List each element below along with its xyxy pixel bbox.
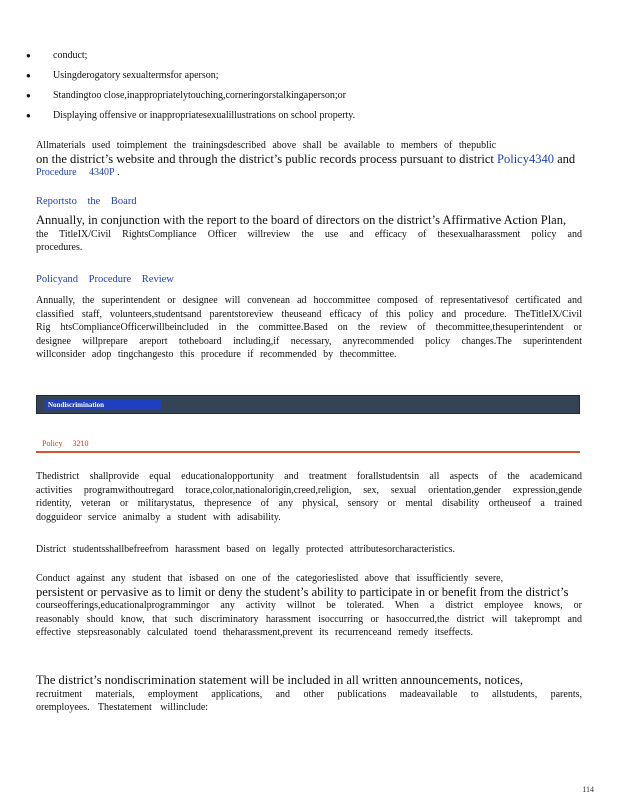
page-number: 114 bbox=[582, 785, 594, 794]
materials-line-1: Allmaterials used toimplement the trainingsdescribed above shall be available to members of thepublic bbox=[36, 140, 497, 151]
section-banner bbox=[36, 395, 580, 414]
behavior-bullet-list bbox=[26, 50, 586, 130]
materials-line-2: on the district’s website and through the district’s public records process pursuant to district Policy4340 and bbox=[36, 151, 576, 166]
review-paragraph: Annually, the superintendent or designee will convenean ad hoccommittee composed of representativesof certificated and classified staff, volunteers,studentsand parentstoreview theuseand efficacy of this policy and procedure. TheTitleIX/Civil Rig htsComplianceOfficerwillbeincluded in the committee.Based on the review of thecommittee,thesuperintendent or designee willprepare areport totheboard including,if necessary, anyrecommended policy changes.The superintendent willconsider adop tingchangesto this procedure if recommended by thecommittee. bbox=[36, 295, 582, 360]
nondiscrimination-statement-paragraph bbox=[36, 674, 582, 715]
harassment-free-paragraph: District studentsshallbefreefrom harassment based on legally protected attributesorcharacteristics. bbox=[36, 544, 455, 555]
reports-rest: the TitleIX/Civil RightsCompliance Officer willreview the use and efficacy of thesexualharassment policy and procedures. bbox=[36, 228, 582, 253]
policy-4340-link[interactable]: Policy4340 bbox=[497, 151, 554, 166]
policy-label: Policy 3210 bbox=[42, 439, 89, 448]
materials-paragraph bbox=[36, 139, 582, 180]
list-item: ● Usingderogatory sexualtermsfor aperson; bbox=[26, 70, 586, 82]
statement-line-1: The district’s nondiscrimination statement will be included in all written announcements, notices, bbox=[36, 673, 524, 687]
conduct-line-1: Conduct against any student that isbased on one of the categorieslisted above that issufficiently severe, bbox=[36, 573, 504, 584]
statement-rest: recruitment materials, employment applications, and other publications madeavailable to allstudents, parents, oremployees. Thestatement willinclude: bbox=[36, 688, 582, 713]
list-item: ● conduct; bbox=[26, 50, 586, 62]
list-item: ● Standingtoo close,inappropriatelytouching,corneringorstalkingaperson;or bbox=[26, 90, 586, 102]
section-divider bbox=[36, 451, 580, 453]
materials-line-3: Procedure 4340P . bbox=[36, 167, 120, 178]
conduct-line-2: persistent or pervasive as to limit or deny the student’s ability to participate in or benefit from the district’s bbox=[36, 584, 569, 599]
policy-procedure-review-heading: Policyand Procedure Review bbox=[36, 274, 174, 285]
reports-paragraph bbox=[36, 214, 582, 255]
conduct-rest: courseofferings,educationalprogrammingor any activity willnot be tolerated. When a district employee knows, or reasonably should know, that such discriminatory harassment isoccurring or hasoccurred,the district will takeprompt and effective stepsreasonably calculated toend theharassment,prevent its recurrenceand remedy itseffects. bbox=[36, 600, 582, 638]
reports-to-board-heading: Reportsto the Board bbox=[36, 196, 137, 207]
banner-title: Nondiscrimination bbox=[45, 400, 161, 410]
equal-opportunity-paragraph: Thedistrict shallprovide equal educationalopportunity and treatment forallstudentsin all aspects of the academicand activities programwithoutregard torace,color,nationalorigin,creed,religion, sex, sexual orientation,gender expression,gende ridentity, veteran or militarystatus, thepresence of any physical, sensory or mental disability ortheuseof a trained dogguideor service animalby a student with adisability. bbox=[36, 471, 582, 523]
procedure-4340p-link[interactable]: Procedure 4340P bbox=[36, 167, 115, 178]
list-item: ● Displaying offensive or inappropriatesexualillustrations on school property. bbox=[26, 110, 586, 122]
reports-line-1: Annually, in conjunction with the report to the board of directors on the district’s Affirmative Action Plan, bbox=[36, 213, 567, 227]
conduct-paragraph bbox=[36, 572, 582, 640]
